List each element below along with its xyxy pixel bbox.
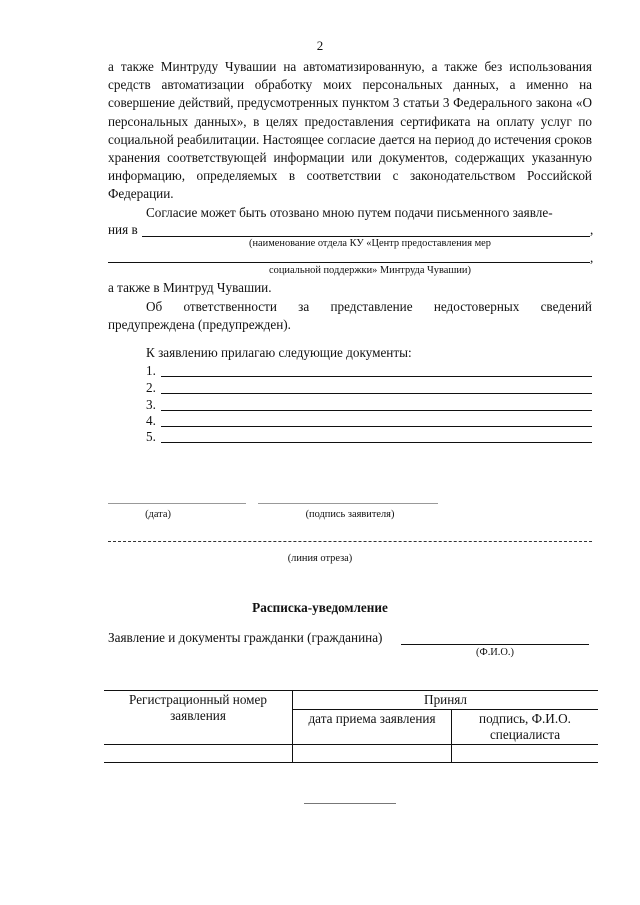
receipt-title: Расписка-уведомление (252, 600, 388, 615)
date-caption: (дата) (145, 509, 171, 520)
fio-line[interactable] (401, 644, 589, 645)
signature-cell[interactable] (452, 745, 599, 763)
document-item-3: 3. (146, 397, 156, 413)
date-line[interactable] (108, 503, 246, 504)
department-caption-2: социальной поддержки» Минтруда Чувашии) (269, 265, 471, 276)
consent-paragraph: а также Минтруду Чувашии на автоматизированную, а также без использования средств автоматизации обработку моих персональных данных, а именно на совершение действий, предусмотренных пунктом 3 статьи 3 Федерального закона «О персональных данных», в целях предоставления сертификата на оплату услуг по социальной реабилитации. Настоящее согласие дается на период до истечения сроков хранения соответствующей информации или документов, содержащих указанную информацию, определяемых в соответствии с законодательством Российской Федерации. (108, 59, 592, 202)
footer-divider (304, 803, 396, 804)
document-item-1: 1. (146, 363, 156, 379)
receipt-table (104, 690, 598, 763)
department-line[interactable] (142, 236, 590, 237)
date-cell[interactable] (293, 745, 452, 763)
page-number: 2 (316, 38, 324, 53)
document-line[interactable] (161, 426, 592, 427)
document-line[interactable] (161, 442, 592, 443)
reg-number-header: Регистрационный номер заявления (104, 691, 293, 745)
fio-caption: (Ф.И.О.) (476, 647, 514, 658)
department-caption: (наименование отдела КУ «Центр предоставления мер (249, 238, 491, 249)
documents-intro: К заявлению прилагаю следующие документы: (146, 345, 412, 360)
department-line-2[interactable] (108, 262, 590, 263)
responsibility-text: Об ответственности за представление недостоверных сведений предупреждена (предупрежден). (108, 299, 592, 333)
receipt-statement: Заявление и документы гражданки (гражданина) (108, 630, 383, 645)
ministry-text: а также в Минтруд Чувашии. (108, 280, 272, 295)
document-item-2: 2. (146, 380, 156, 396)
document-item-5: 5. (146, 429, 156, 445)
date-header: дата приема заявления (293, 710, 452, 745)
signature-header: подпись, Ф.И.О. специалиста (452, 710, 599, 745)
comma: , (590, 250, 594, 265)
document-line[interactable] (161, 393, 592, 394)
document-line[interactable] (161, 376, 592, 377)
document-line[interactable] (161, 410, 592, 411)
signature-caption: (подпись заявителя) (305, 509, 395, 520)
cut-caption: (линия отреза) (287, 553, 353, 564)
accepted-header: Принял (293, 691, 599, 710)
reg-number-cell[interactable] (104, 745, 293, 763)
withdrawal-text: Согласие может быть отозвано мною путем подачи письменного заявле- (146, 205, 553, 220)
signature-line[interactable] (258, 503, 438, 504)
withdrawal-prefix: ния в (108, 222, 138, 237)
document-item-4: 4. (146, 413, 156, 429)
comma: , (590, 222, 594, 237)
cut-line (108, 541, 592, 542)
